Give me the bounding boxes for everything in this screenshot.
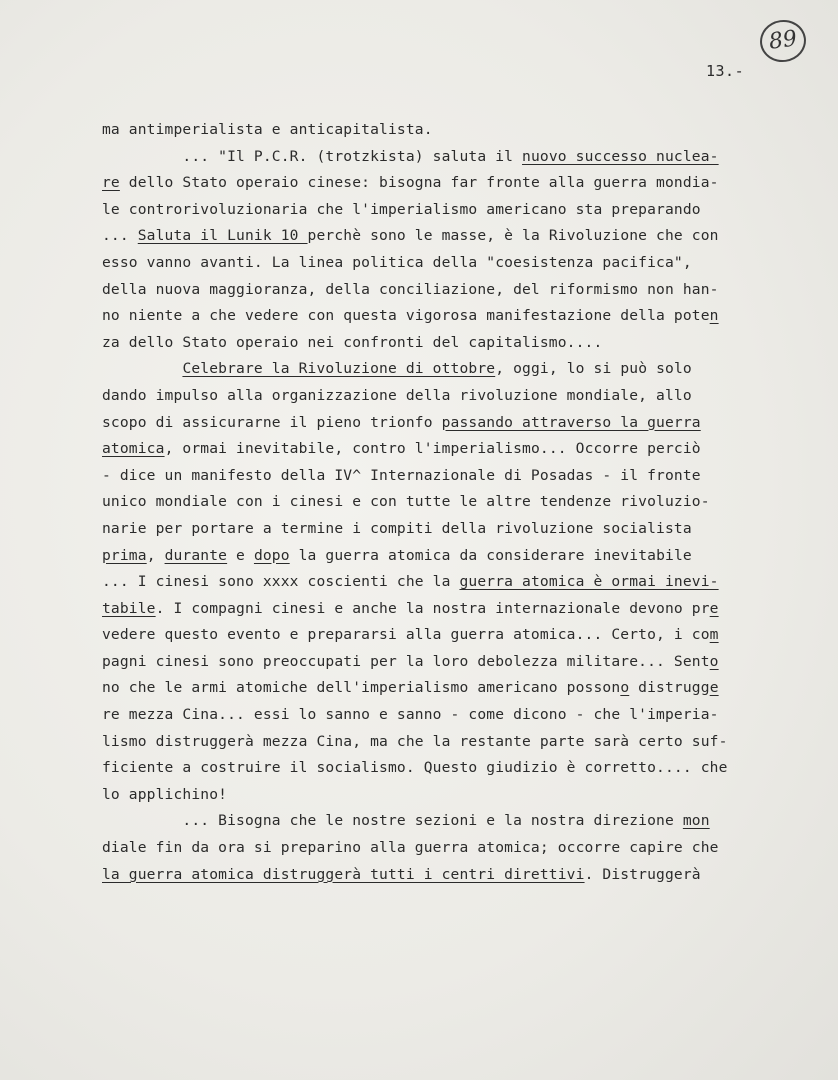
text-segment: , ormai inevitabile, contro l'imperialismo... Occorre perciò (164, 440, 701, 458)
text-line (102, 782, 802, 809)
text-segment: ... "Il P.C.R. (trotzkista) saluta il (102, 147, 523, 165)
typewritten-body-text (102, 117, 802, 888)
text-line (102, 675, 802, 702)
text-line (102, 197, 802, 224)
text-segment: ... (102, 227, 138, 245)
underlined-text: m (709, 626, 719, 644)
text-segment: , oggi, lo si può solo (495, 360, 692, 378)
text-segment: pagni cinesi sono preoccupati per la loro debolezza militare... Sent (102, 652, 710, 670)
archive-stamp-number: 89 (757, 17, 808, 65)
text-line (102, 144, 802, 171)
underlined-text: guerra atomica è ormai inevi- (459, 573, 719, 591)
text-line (102, 383, 802, 410)
underlined-text: nuovo successo nuclea- (522, 147, 719, 165)
text-line (102, 170, 802, 197)
underlined-text: o (620, 679, 630, 697)
text-segment: . Distruggerà (584, 865, 701, 883)
text-segment: no che le armi atomiche dell'imperialismo americano posson (102, 679, 621, 697)
page-number: 13.- (706, 62, 745, 80)
underlined-text: e (709, 679, 719, 697)
text-segment: vedere questo evento e prepararsi alla guerra atomica... Certo, i co (102, 626, 710, 644)
text-line (102, 702, 802, 729)
underlined-text: re (102, 174, 120, 192)
text-segment: ficiente a costruire il socialismo. Questo giudizio è corretto.... che (102, 759, 728, 777)
text-segment: ... I cinesi sono xxxx coscienti che la (102, 573, 460, 591)
text-segment: . I compagni cinesi e anche la nostra internazionale devono pr (155, 599, 710, 617)
text-segment: perchè sono le masse, è la Rivoluzione che con (307, 227, 719, 245)
text-segment: della nuova maggioranza, della conciliazione, del riformismo non han- (102, 280, 719, 298)
underlined-text: passando attraverso la guerra (441, 413, 701, 431)
text-segment: lismo distruggerà mezza Cina, ma che la restante parte sarà certo suf- (102, 732, 728, 750)
text-segment: , (146, 546, 165, 564)
text-line (102, 569, 802, 596)
text-segment: no niente a che vedere con questa vigorosa manifestazione della pote (102, 307, 710, 325)
text-line (102, 356, 802, 383)
text-segment: narie per portare a termine i compiti della rivoluzione socialista (102, 519, 692, 537)
underlined-text: durante (164, 546, 228, 564)
text-line (102, 223, 802, 250)
text-segment: dello Stato operaio cinese: bisogna far fronte alla guerra mondia- (119, 174, 719, 192)
text-line (102, 755, 802, 782)
text-line (102, 729, 802, 756)
text-line (102, 596, 802, 623)
text-line (102, 117, 802, 144)
text-line (102, 649, 802, 676)
text-line (102, 436, 802, 463)
underlined-text: e (709, 599, 719, 617)
text-segment: ... Bisogna che le nostre sezioni e la nostra direzione (102, 812, 683, 830)
text-line (102, 330, 802, 357)
text-segment: ma antimperialista e anticapitalista. (102, 121, 433, 138)
text-segment: scopo di assicurarne il pieno trionfo (102, 413, 442, 431)
underlined-text: tabile (102, 599, 156, 617)
text-line (102, 808, 802, 835)
text-segment: distrugg (629, 679, 710, 697)
underlined-text: atomica (102, 440, 165, 458)
text-line (102, 489, 802, 516)
text-line (102, 250, 802, 277)
text-segment: unico mondiale con i cinesi e con tutte le altre tendenze rivoluzio- (102, 493, 710, 511)
text-line (102, 277, 802, 304)
text-segment: za dello Stato operaio nei confronti del capitalismo.... (102, 333, 603, 351)
text-segment: e (227, 546, 254, 564)
underlined-text: Saluta il Lunik 10 (137, 227, 308, 245)
text-segment: lo applichino! (102, 785, 228, 803)
text-line (102, 862, 802, 889)
text-segment: - dice un manifesto della IV^ Internazionale di Posadas - il fronte (102, 466, 701, 484)
text-line (102, 622, 802, 649)
text-line (102, 543, 802, 570)
text-segment: le controrivoluzionaria che l'imperialismo americano sta preparando (102, 200, 701, 218)
text-segment (102, 360, 182, 377)
text-segment: diale fin da ora si preparino alla guerra atomica; occorre capire che (102, 839, 719, 857)
text-segment: dando impulso alla organizzazione della rivoluzione mondiale, allo (102, 386, 692, 404)
underlined-text: Celebrare la Rivoluzione di ottobre (182, 360, 496, 378)
text-segment: esso vanno avanti. La linea politica della "coesistenza pacifica", (102, 253, 692, 271)
text-line (102, 303, 802, 330)
text-line (102, 835, 802, 862)
text-segment: re mezza Cina... essi lo sanno e sanno - come dicono - che l'imperia- (102, 706, 719, 724)
underlined-text: o (709, 652, 719, 670)
underlined-text: prima (102, 546, 147, 564)
text-line (102, 516, 802, 543)
underlined-text: dopo (253, 546, 290, 564)
text-segment: la guerra atomica da considerare inevitabile (289, 546, 692, 564)
text-line (102, 410, 802, 437)
underlined-text: la guerra atomica distruggerà tutti i centri direttivi (102, 865, 585, 883)
text-line (102, 463, 802, 490)
underlined-text: mon (682, 812, 710, 830)
underlined-text: n (709, 307, 719, 325)
